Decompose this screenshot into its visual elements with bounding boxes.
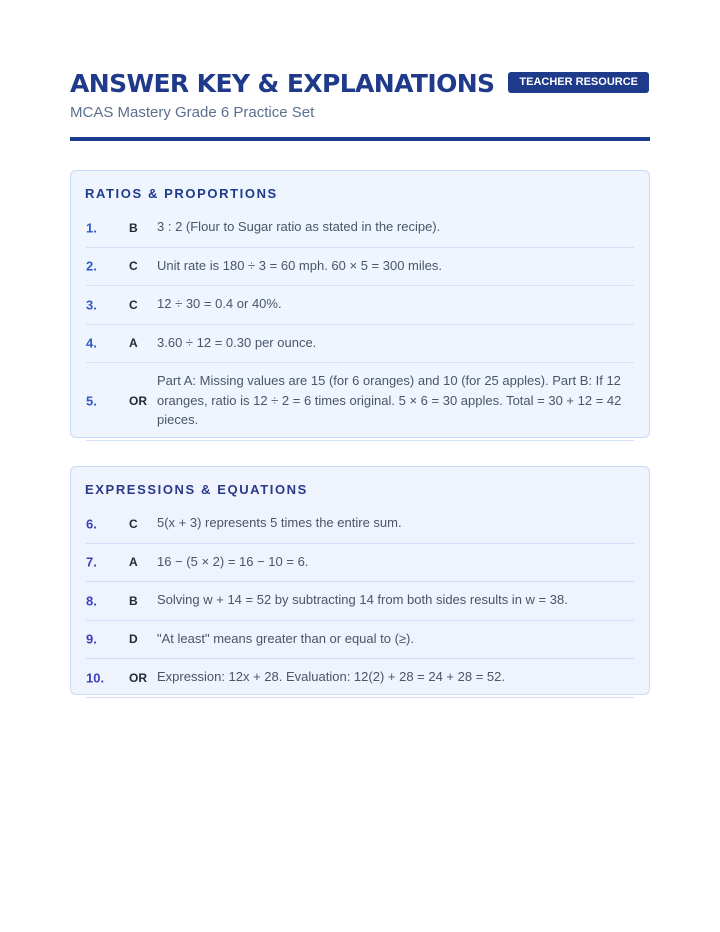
answer-letter: OR — [129, 394, 147, 409]
section-ratios-proportions — [70, 170, 650, 438]
question-number: 7. — [86, 554, 97, 570]
answer-letter: A — [129, 336, 138, 351]
question-number: 5. — [86, 393, 97, 409]
answer-row — [86, 286, 634, 325]
answer-list — [86, 505, 634, 698]
answer-explanation: 16 − (5 × 2) = 16 − 10 = 6. — [157, 553, 309, 569]
answer-letter: B — [129, 220, 138, 235]
answer-explanation: Expression: 12x + 28. Evaluation: 12(2) + 28 = 24 + 28 = 52. — [157, 669, 505, 684]
answer-row — [86, 209, 634, 248]
answer-explanation: 3.60 ÷ 12 = 0.30 per ounce. — [157, 334, 317, 350]
question-number: 8. — [86, 593, 97, 609]
question-number: 2. — [86, 258, 97, 274]
answer-explanation: "At least" means greater than or equal to (≥). — [157, 630, 414, 646]
answer-key-page — [70, 0, 650, 686]
answer-explanation: 5(x + 3) represents 5 times the entire sum. — [157, 515, 402, 530]
question-number: 6. — [86, 516, 97, 532]
answer-row — [86, 505, 634, 544]
answer-letter: D — [129, 632, 138, 647]
answer-letter: OR — [129, 670, 147, 685]
answer-explanation: Solving w + 14 = 52 by subtracting 14 from both sides results in w = 38. — [157, 592, 568, 607]
section-title: EXPRESSIONS & EQUATIONS — [85, 482, 308, 497]
answer-list — [86, 209, 634, 441]
question-number: 4. — [86, 335, 97, 351]
answer-row — [86, 621, 634, 660]
page-header — [70, 0, 650, 142]
section-expressions-equations — [70, 466, 650, 695]
teacher-resource-badge: TEACHER RESOURCE — [508, 72, 649, 93]
answer-row — [86, 325, 634, 364]
answer-row — [86, 659, 634, 698]
answer-explanation: 12 ÷ 30 = 0.4 or 40%. — [157, 296, 282, 311]
question-number: 1. — [86, 220, 97, 236]
answer-explanation: Unit rate is 180 ÷ 3 = 60 mph. 60 × 5 = 300 miles. — [157, 257, 442, 273]
answer-letter: A — [129, 555, 138, 570]
answer-letter: C — [129, 259, 138, 274]
answer-letter: B — [129, 593, 138, 608]
answer-row — [86, 544, 634, 583]
answer-explanation: 3 : 2 (Flour to Sugar ratio as stated in the recipe). — [157, 219, 441, 234]
answer-row — [86, 363, 634, 441]
answer-row — [86, 248, 634, 287]
question-number: 10. — [86, 670, 105, 686]
answer-letter: C — [129, 516, 138, 531]
header-divider — [70, 137, 650, 141]
page-title: ANSWER KEY & EXPLANATIONS — [70, 69, 495, 98]
answer-row — [86, 582, 634, 621]
answer-letter: C — [129, 297, 138, 312]
answer-explanation: Part A: Missing values are 15 (for 6 oranges) and 10 (for 25 apples). Part B: If 12 oranges, ratio is 12 ÷ 2 = 6 times original. 5 × 6 = 30 apples. Total = 30 + 12 = 42 pieces. — [157, 373, 622, 427]
question-number: 3. — [86, 297, 97, 313]
question-number: 9. — [86, 631, 97, 647]
page-subtitle: MCAS Mastery Grade 6 Practice Set — [70, 104, 315, 121]
section-title: RATIOS & PROPORTIONS — [85, 186, 278, 201]
